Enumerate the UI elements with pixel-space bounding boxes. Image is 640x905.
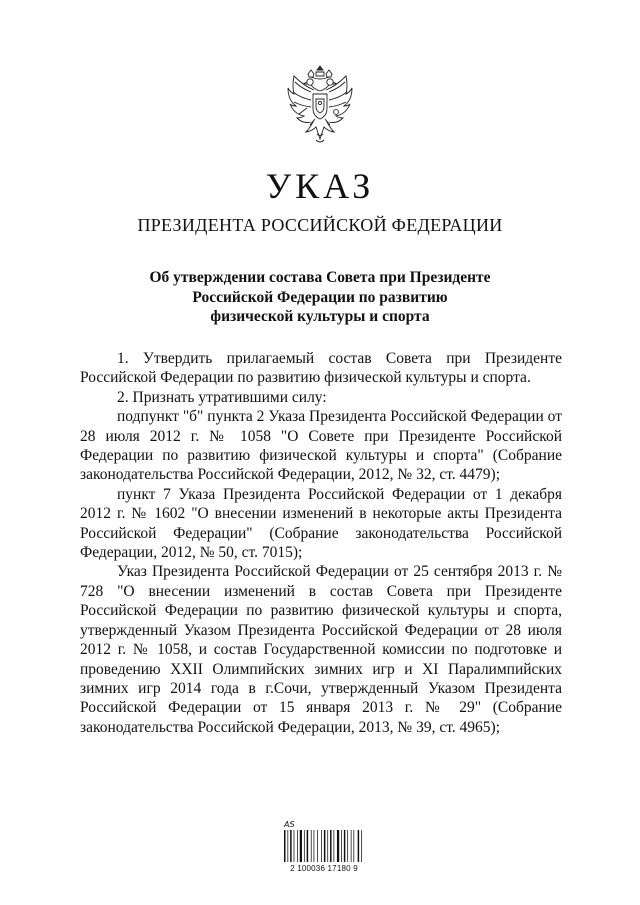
body-paragraph: пункт 7 Указа Президента Российской Федерации от 1 декабря 2012 г. № 1602 "О внесении изменений в некоторые акты Президента Российской Федерации" (Собрание законодательства Российской Федерации, 2012, № 50, ст. 7015);: [80, 485, 562, 562]
barcode-number: 2 100036 17180 9: [290, 864, 358, 873]
body-paragraph: Указ Президента Российской Федерации от 25 сентября 2013 г. № 728 "О внесении изменений в состав Совета при Президенте Российской Федерации по развитию физической культуры и спорта, утвержденный Указом Президента Российской Федерации от 28 июля 2012 г. № 1058, и состав Государственной комиссии по подготовке и проведению XXII Олимпийских зимних игр и XI Паралимпийских зимних игр 2014 года в г.Сочи, утвержденный Указом Президента Российской Федерации от 15 января 2013 г. № 29" (Собрание законодательства Российской Федерации, 2013, № 39, ст. 4965);: [80, 563, 562, 736]
document-title: УКАЗ: [265, 166, 375, 206]
state-emblem-icon: [283, 62, 357, 150]
document-subtitle: ПРЕЗИДЕНТА РОССИЙСКОЙ ФЕДЕРАЦИИ: [137, 215, 503, 235]
body-paragraph: 1. Утвердить прилагаемый состав Совета при Президенте Российской Федерации по развитию физической культуры и спорта.: [80, 350, 562, 387]
document-barcode: [282, 820, 366, 880]
decree-body: [80, 349, 562, 737]
barcode-icon: [282, 830, 366, 864]
barcode-logo: AS: [284, 820, 295, 829]
body-paragraph: 2. Признать утратившими силу:: [117, 388, 327, 406]
decree-heading: [0, 268, 640, 327]
decree-heading-line: Российской Федерации по развитию: [192, 288, 448, 306]
decree-heading-line: Об утверждении состава Совета при Президенте: [149, 269, 491, 286]
body-paragraph: подпункт "б" пункта 2 Указа Президента Российской Федерации от 28 июля 2012 г. № 1058 "О Совете при Президенте Российской Федерации по развитию физической культуры и спорта" (Собрание законодательства Российской Федерации, 2012, № 32, ст. 4479);: [80, 408, 562, 484]
decree-heading-line: физической культуры и спорта: [210, 308, 430, 325]
